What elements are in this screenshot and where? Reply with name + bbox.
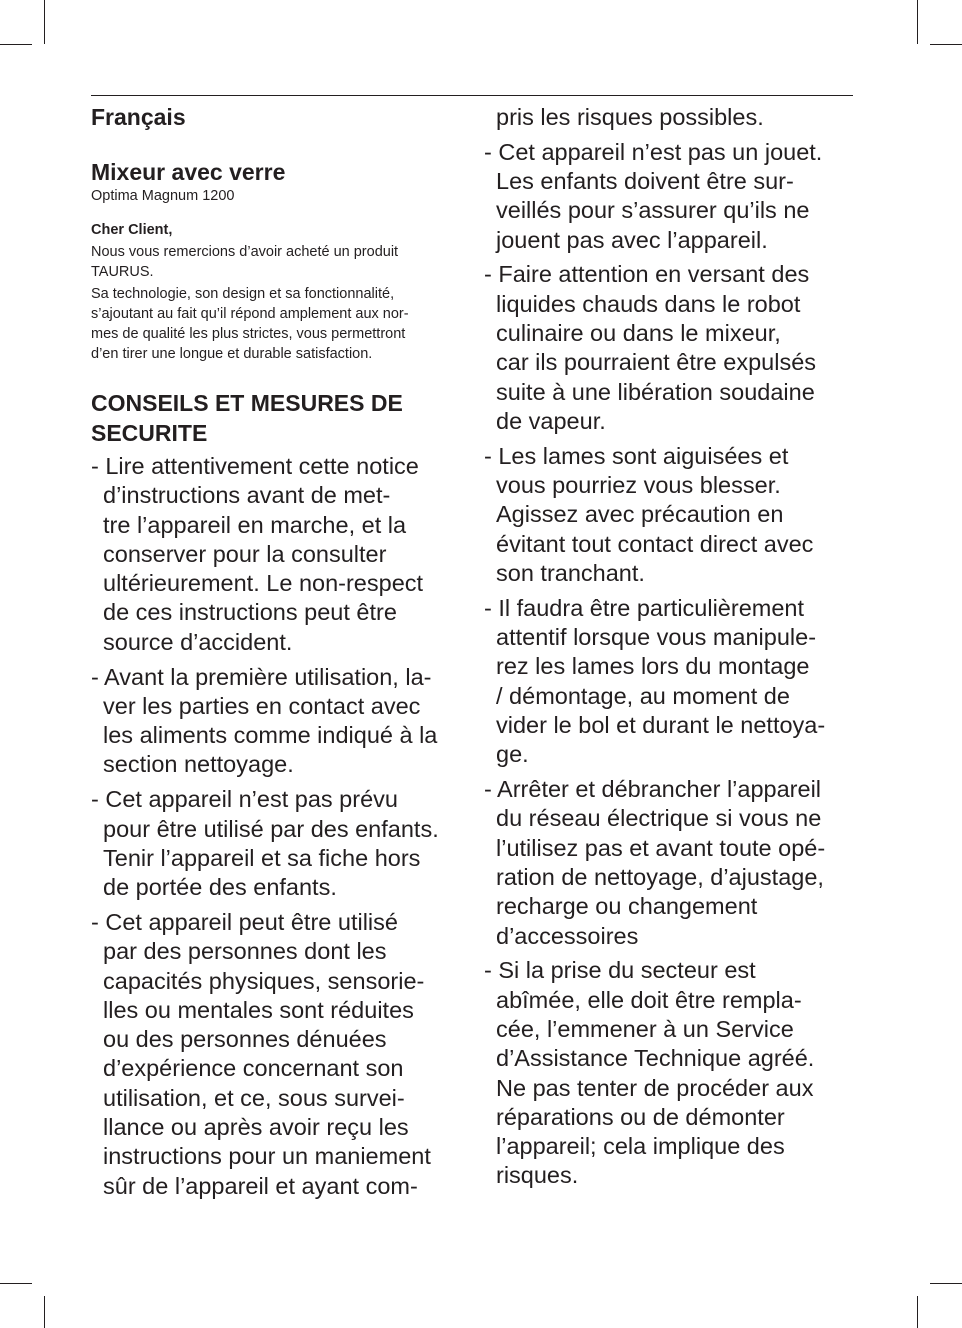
bullet-line: Tenir l’appareil et sa fiche hors: [103, 844, 421, 871]
bullet-line: - Cet appareil peut être utilisé: [91, 908, 398, 935]
bullet-line: lles ou mentales sont réduites: [103, 996, 414, 1023]
right-bullet-list: [484, 103, 856, 1191]
bullet-line: suite à une libération soudaine: [496, 378, 815, 405]
bullet-line: tre l’appareil en marche, et la: [103, 511, 407, 538]
bullet-line: sûr de l’appareil et ayant com-: [103, 1172, 418, 1199]
intro-line: Sa technologie, son design et sa fonctionnalité,: [91, 286, 395, 302]
bullet-line: - Cet appareil n’est pas prévu: [91, 786, 398, 813]
bullet-line: l’utilisez pas et avant toute opé-: [496, 834, 826, 861]
intro-paragraph: [91, 242, 463, 282]
crop-mark: [930, 44, 962, 45]
crop-mark: [930, 1283, 962, 1284]
safety-bullet: [484, 442, 856, 588]
bullet-line: d’expérience concernant son: [103, 1055, 404, 1082]
bullet-line: utilisation, et ce, sous survei-: [103, 1084, 405, 1111]
bullet-line: pour être utilisé par des enfants.: [103, 815, 439, 842]
heading-line: CONSEILS ET MESURES DE: [91, 390, 403, 416]
bullet-line: section nettoyage.: [103, 751, 294, 778]
heading-line: SECURITE: [91, 420, 208, 446]
bullet-line: instructions pour un maniement: [103, 1143, 431, 1170]
safety-heading: [91, 388, 463, 448]
left-bullet-list: [91, 452, 463, 1201]
bullet-line: les aliments comme indiqué à la: [103, 722, 438, 749]
left-column: [91, 100, 463, 1206]
safety-bullet: [91, 452, 463, 657]
greeting: Cher Client,: [91, 222, 173, 238]
intro-line: Nous vous remercions d’avoir acheté un produit: [91, 244, 399, 260]
bullet-line: llance ou après avoir reçu les: [103, 1114, 409, 1141]
safety-bullet: [91, 785, 463, 902]
bullet-line: abîmée, elle doit être rempla-: [496, 986, 802, 1013]
safety-bullet: [484, 260, 856, 436]
bullet-line: d’accessoires: [496, 922, 639, 949]
intro-paragraph: [91, 284, 463, 364]
bullet-line: risques.: [496, 1162, 579, 1189]
safety-bullet: [91, 908, 463, 1201]
bullet-line: recharge ou changement: [496, 893, 758, 920]
bullet-line: du réseau électrique si vous ne: [496, 805, 822, 832]
intro-line: mes de qualité les plus strictes, vous permettront: [91, 326, 406, 342]
bullet-line: ultérieurement. Le non-respect: [103, 570, 424, 597]
bullet-line: - Il faudra être particulièrement: [484, 594, 805, 621]
bullet-line: par des personnes dont les: [103, 938, 387, 965]
bullet-line: conserver pour la consulter: [103, 540, 387, 567]
language-heading: Français: [91, 104, 186, 130]
safety-bullet: [484, 956, 856, 1190]
bullet-line: jouent pas avec l’appareil.: [496, 226, 768, 253]
bullet-line: veillés pour s’assurer qu’ils ne: [496, 197, 810, 224]
bullet-line: d’Assistance Technique agréé.: [496, 1045, 815, 1072]
safety-bullet: [91, 663, 463, 780]
crop-mark: [44, 0, 45, 44]
crop-mark: [44, 1296, 45, 1328]
right-column: [484, 103, 856, 1196]
bullet-line: ou des personnes dénuées: [103, 1026, 387, 1053]
bullet-line: ge.: [496, 741, 529, 768]
bullet-line: de vapeur.: [496, 407, 606, 434]
bullet-line: car ils pourraient être expulsés: [496, 349, 817, 376]
intro-line: s’ajoutant au fait qu’il répond amplement aux nor-: [91, 306, 409, 322]
intro-line: TAURUS.: [91, 264, 154, 280]
bullet-line: évitant tout contact direct avec: [496, 530, 814, 557]
intro-text: [91, 242, 463, 364]
bullet-line: de portée des enfants.: [103, 874, 337, 901]
intro-line: d’en tirer une longue et durable satisfaction.: [91, 346, 373, 362]
bullet-line: ver les parties en contact avec: [103, 692, 421, 719]
bullet-line: Ne pas tenter de procéder aux: [496, 1074, 814, 1101]
bullet-line: - Cet appareil n’est pas un jouet.: [484, 138, 823, 165]
bullet-line: cée, l’emmener à un Service: [496, 1015, 794, 1042]
product-title: Mixeur avec verre: [91, 159, 286, 185]
bullet-line: rez les lames lors du montage: [496, 653, 810, 680]
bullet-line: - Si la prise du secteur est: [484, 957, 756, 984]
bullet-line: vider le bol et durant le nettoya-: [496, 711, 826, 738]
crop-mark: [917, 0, 918, 44]
bullet-line: son tranchant.: [496, 559, 645, 586]
bullet-line: l’appareil; cela implique des: [496, 1133, 785, 1160]
safety-bullet: [484, 594, 856, 770]
bullet-line: culinaire ou dans le mixeur,: [496, 320, 781, 347]
bullet-line: ration de nettoyage, d’ajustage,: [496, 863, 824, 890]
bullet-line: - Les lames sont aiguisées et: [484, 442, 789, 469]
bullet-line: de ces instructions peut être: [103, 599, 397, 626]
bullet-line: pris les risques possibles.: [496, 104, 764, 130]
continued-text: [484, 103, 856, 132]
bullet-line: Agissez avec précaution en: [496, 501, 784, 528]
bullet-line: attentif lorsque vous manipule-: [496, 624, 817, 651]
safety-bullet: [484, 138, 856, 255]
bullet-line: d’instructions avant de met-: [103, 482, 391, 509]
bullet-line: - Avant la première utilisation, la-: [91, 663, 432, 690]
crop-mark: [0, 44, 32, 45]
bullet-line: - Lire attentivement cette notice: [91, 453, 419, 479]
bullet-line: / démontage, au moment de: [496, 682, 790, 709]
bullet-line: réparations ou de démonter: [496, 1103, 785, 1130]
bullet-line: capacités physiques, sensorie-: [103, 967, 425, 994]
safety-bullet: [484, 775, 856, 951]
crop-mark: [0, 1283, 32, 1284]
bullet-line: - Faire attention en versant des: [484, 261, 810, 288]
bullet-line: Les enfants doivent être sur-: [496, 168, 794, 195]
crop-mark: [917, 1296, 918, 1328]
model-name: Optima Magnum 1200: [91, 188, 235, 204]
bullet-line: source d’accident.: [103, 628, 293, 655]
bullet-line: - Arrêter et débrancher l’appareil: [484, 776, 822, 803]
header-rule: [91, 95, 853, 96]
bullet-line: liquides chauds dans le robot: [496, 290, 801, 317]
bullet-line: vous pourriez vous blesser.: [496, 472, 781, 499]
